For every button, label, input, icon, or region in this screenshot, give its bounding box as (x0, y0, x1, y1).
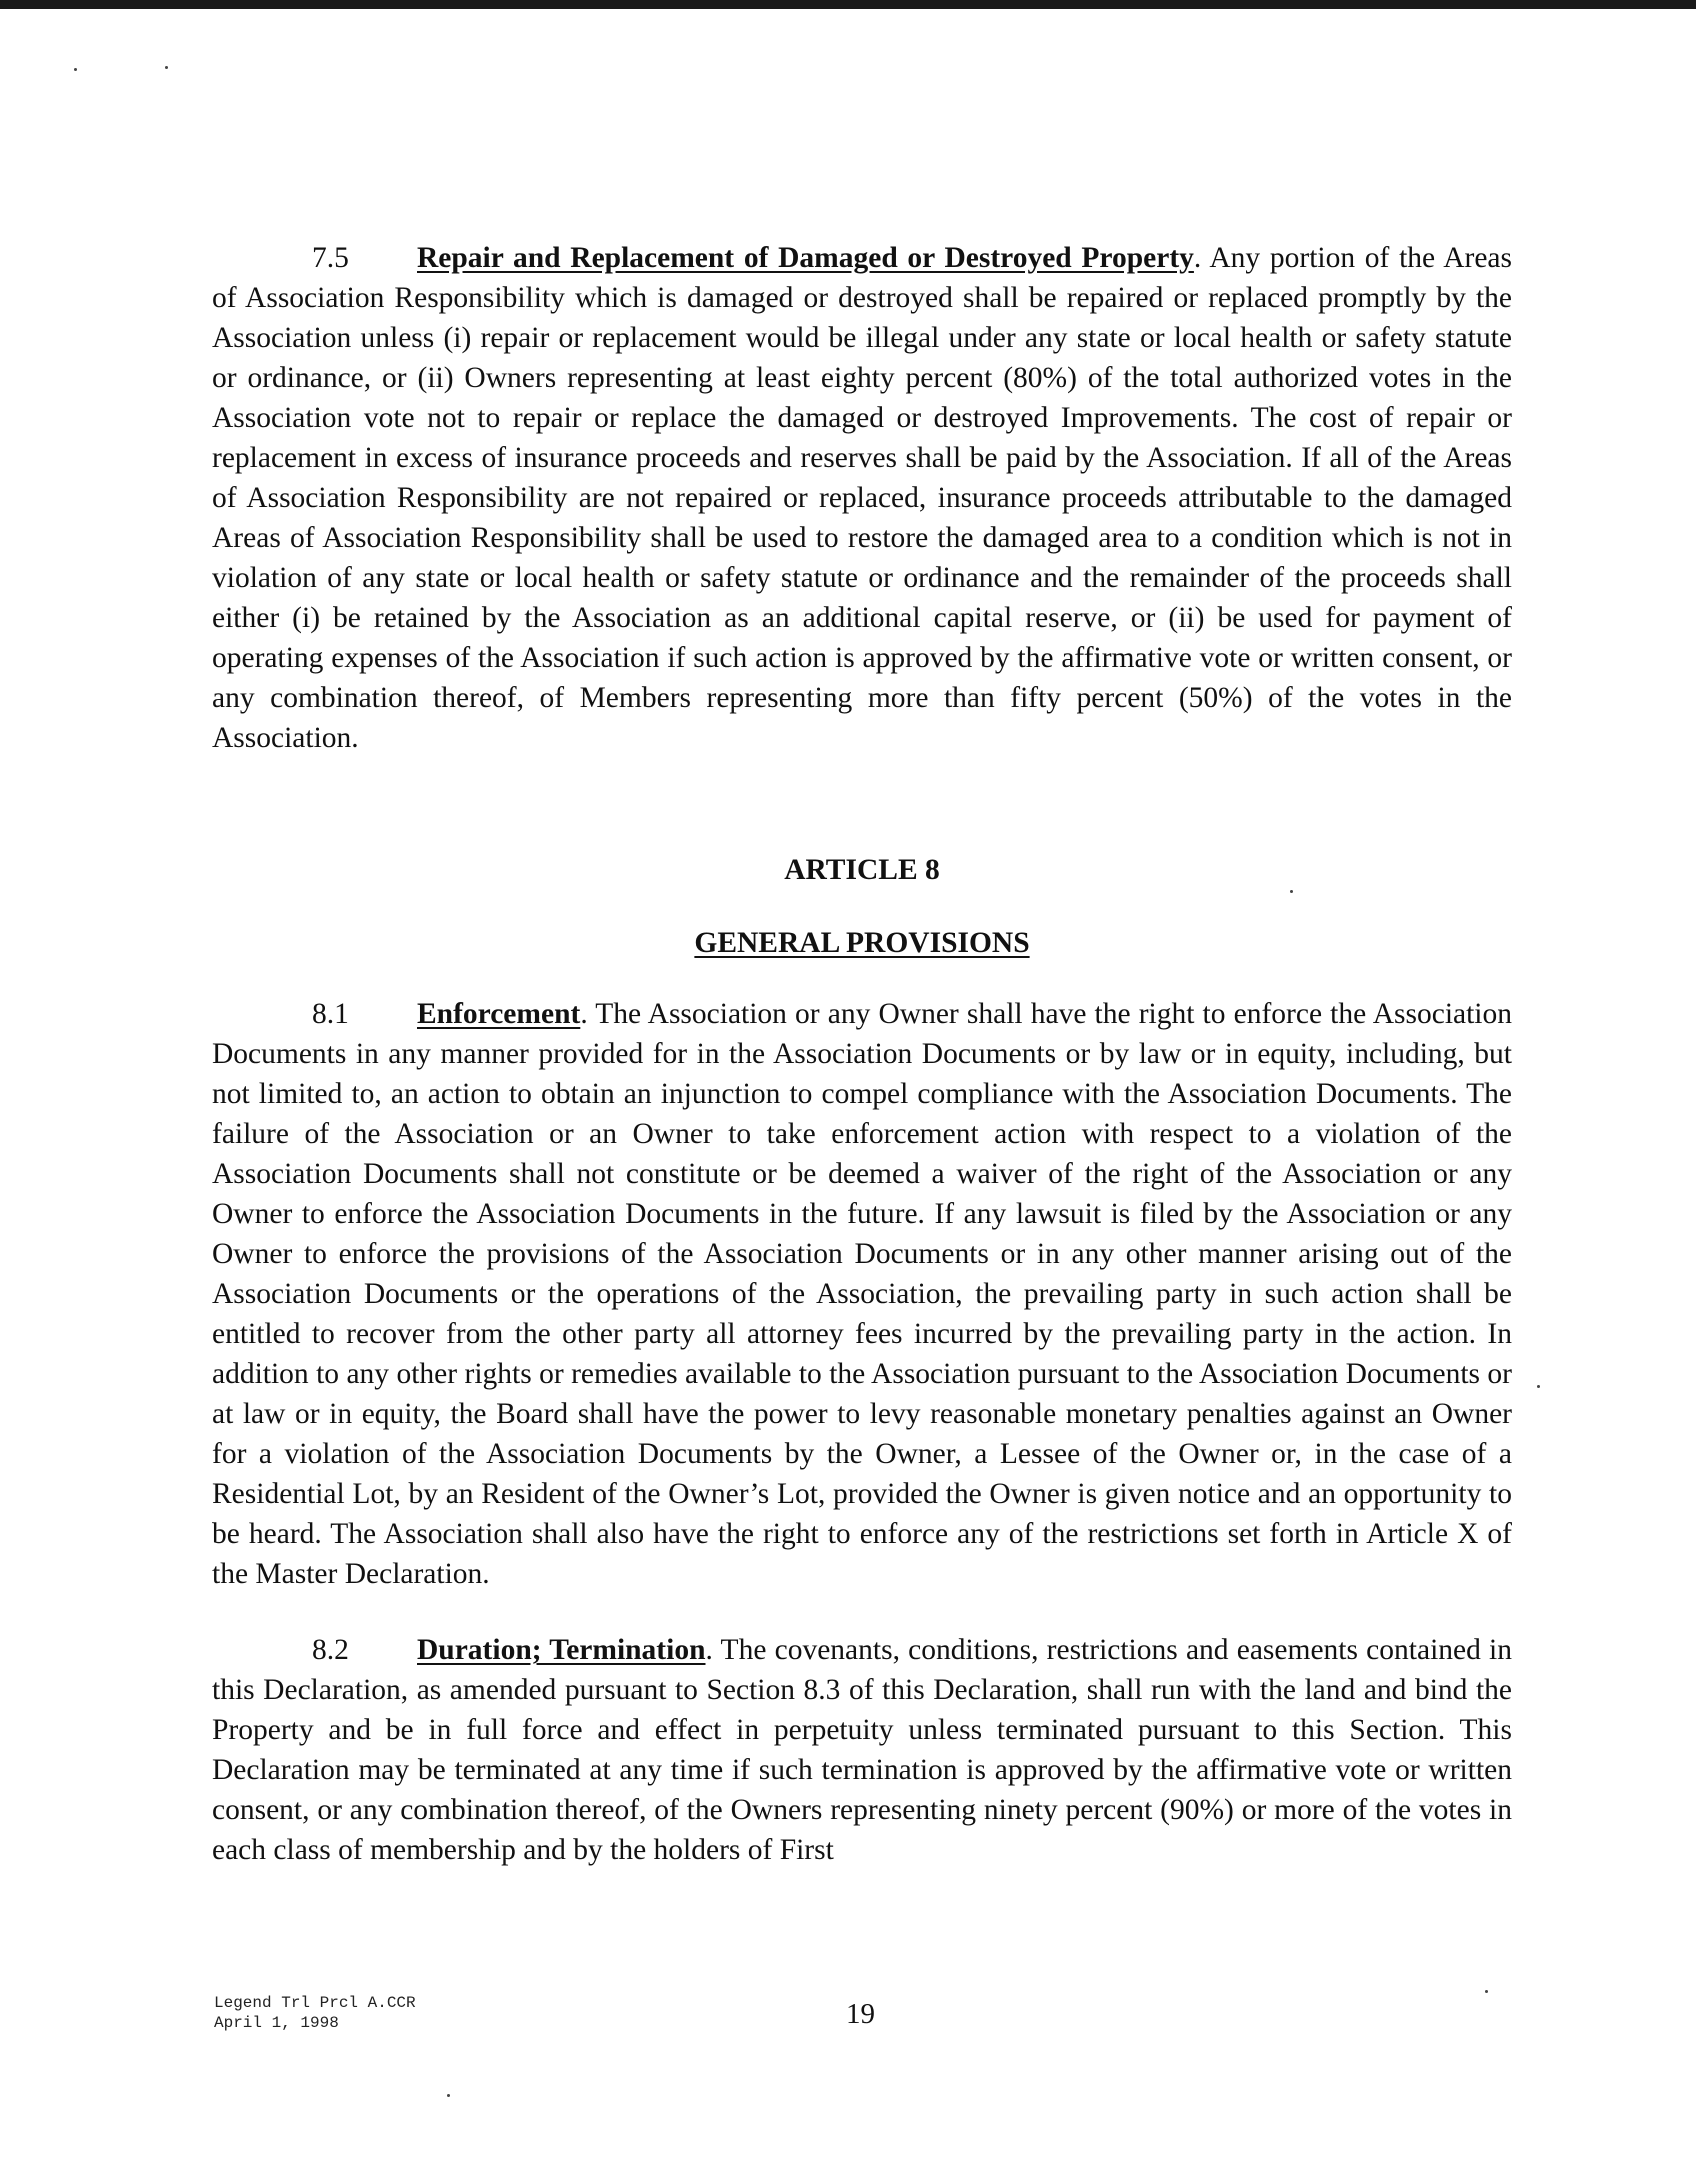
article-title: GENERAL PROVISIONS (694, 927, 1030, 959)
section-number: 7.5 (312, 242, 349, 274)
scan-speck (74, 68, 77, 71)
section-text: . The covenants, conditions, restrictions and easements contained in this Declaration, as amended pursuant to Section 8.3 of this Declaration, shall run with the land and bind the Property and be in full force and effect in perpetuity unless terminated pursuant to this Section. This Declaration may be terminated at any time if such termination is approved by the affirmative vote or written consent, or any combination thereof, of the Owners representing ninety percent (90%) or more of the votes in each class of membership and by the holders of First (212, 1634, 1513, 1866)
doc-date-line: April 1, 1998 (214, 2014, 339, 2032)
scan-speck (1485, 1990, 1488, 1993)
section-8-2 (212, 1630, 1512, 1870)
section-title: Enforcement (417, 998, 581, 1030)
section-number: 8.2 (312, 1634, 349, 1666)
document-body (212, 238, 1512, 1870)
section-text: . Any portion of the Areas of Association Responsibility which is damaged or destroyed shall be repaired or replaced promptly by the Association unless (i) repair or replacement would be illegal under any state or local health or safety statute or ordinance, or (ii) Owners representing at least eighty percent (80%) of the total authorized votes in the Association vote not to repair or replace the damaged or destroyed Improvements. The cost of repair or replacement in excess of insurance proceeds and reserves shall be paid by the Association. If all of the Areas of Association Responsibility are not repaired or replaced, insurance proceeds attributable to the damaged Areas of Association Responsibility shall be used to restore the damaged area to a condition which is not in violation of any state or local health or safety statute or ordinance and the remainder of the proceeds shall either (i) be retained by the Association as an additional capital reserve, or (ii) be used for payment of operating expenses of the Association if such action is approved by the affirmative vote or written consent, or any combination thereof, of Members representing more than fifty percent (50%) of the votes in the Association. (212, 242, 1512, 754)
scan-top-border (0, 0, 1696, 9)
scan-speck (447, 2094, 450, 2097)
page-number: 19 (846, 1998, 875, 2030)
scan-speck (1537, 1385, 1540, 1388)
document-footer-id (214, 1993, 416, 2033)
section-text: . The Association or any Owner shall have the right to enforce the Association Documents in any manner provided for in the Association Documents or by law or in equity, including, but not limited to, an action to obtain an injunction to compel compliance with the Association Documents. The failure of the Association or an Owner to take enforcement action with respect to a violation of the Association Documents shall not constitute or be deemed a waiver of the right of the Association or any Owner to enforce the Association Documents in the future. If any lawsuit is filed by the Association or any Owner to enforce the provisions of the Association Documents or in any other manner arising out of the Association Documents or the operations of the Association, the prevailing party in such action shall be entitled to recover from the other party all attorney fees incurred by the prevailing party in the action. In addition to any other rights or remedies available to the Association pursuant to the Association Documents or at law or in equity, the Board shall have the power to levy reasonable monetary penalties against an Owner for a violation of the Association Documents by the Owner, a Lessee of the Owner or, in the case of a Residential Lot, by an Resident of the Owner’s Lot, provided the Owner is given notice and an opportunity to be heard. The Association shall also have the right to enforce any of the restrictions set forth in Article X of the Master Declaration. (212, 998, 1512, 1590)
section-7-5 (212, 238, 1512, 758)
doc-id-line: Legend Trl Prcl A.CCR (214, 1994, 416, 2012)
section-title: Duration; Termination (417, 1634, 706, 1666)
section-8-1 (212, 994, 1512, 1594)
scan-speck (165, 66, 168, 69)
article-number: ARTICLE 8 (784, 854, 940, 886)
section-number: 8.1 (312, 998, 349, 1030)
section-title: Repair and Replacement of Damaged or Destroyed Property (417, 242, 1194, 274)
